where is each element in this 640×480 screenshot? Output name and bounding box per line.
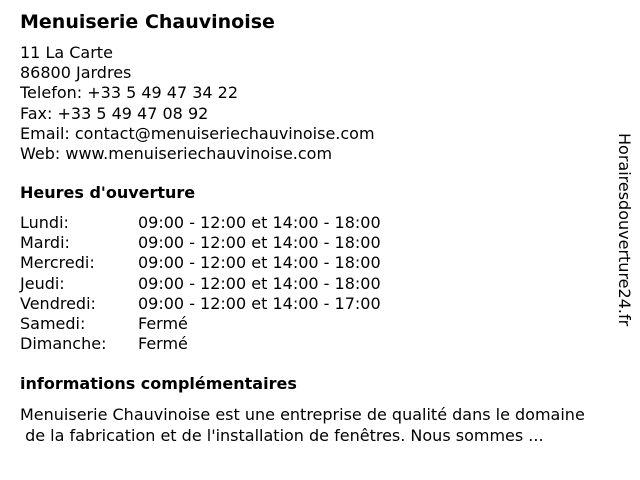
address-line-2: 86800 Jardres: [20, 63, 132, 83]
website-url[interactable]: Web: www.menuiseriechauvinoise.com: [20, 144, 333, 164]
description-line-2: de la fabrication et de l'installation de fenêtres. Nous sommes ...: [20, 426, 544, 445]
info-heading: informations complémentaires: [20, 374, 297, 393]
day-label: Mardi:: [20, 233, 70, 253]
day-label: Lundi:: [20, 213, 69, 232]
hours-heading: Heures d'ouverture: [20, 183, 196, 202]
day-label: Dimanche:: [20, 334, 107, 354]
day-label: Samedi:: [20, 313, 86, 333]
business-description: [20, 404, 635, 446]
description-line-1: Menuiserie Chauvinoise est une entreprise de qualité dans le domaine: [20, 405, 585, 424]
phone-number[interactable]: Telefon: +33 5 49 47 34 22: [20, 83, 239, 103]
contact-block: [20, 43, 375, 164]
time-value: 09:00 - 12:00 et 14:00 - 18:00: [138, 233, 381, 253]
day-label: Mercredi:: [20, 253, 95, 273]
address-line-1: 11 La Carte: [20, 43, 113, 62]
time-value: Fermé: [138, 313, 188, 333]
day-label: Vendredi:: [20, 293, 96, 313]
time-value: Fermé: [138, 334, 188, 354]
fax-number: Fax: +33 5 49 47 08 92: [20, 103, 209, 123]
site-watermark: Horairesdouverture24.fr: [615, 133, 634, 327]
time-value: 09:00 - 12:00 et 14:00 - 18:00: [138, 273, 381, 293]
day-label: Jeudi:: [20, 273, 65, 293]
email-address[interactable]: Email: contact@menuiseriechauvinoise.com: [20, 123, 375, 143]
time-value: 09:00 - 12:00 et 14:00 - 18:00: [138, 213, 381, 232]
time-value: 09:00 - 12:00 et 14:00 - 18:00: [138, 253, 381, 273]
business-name: Menuiserie Chauvinoise: [20, 11, 275, 33]
time-value: 09:00 - 12:00 et 14:00 - 17:00: [138, 293, 381, 313]
